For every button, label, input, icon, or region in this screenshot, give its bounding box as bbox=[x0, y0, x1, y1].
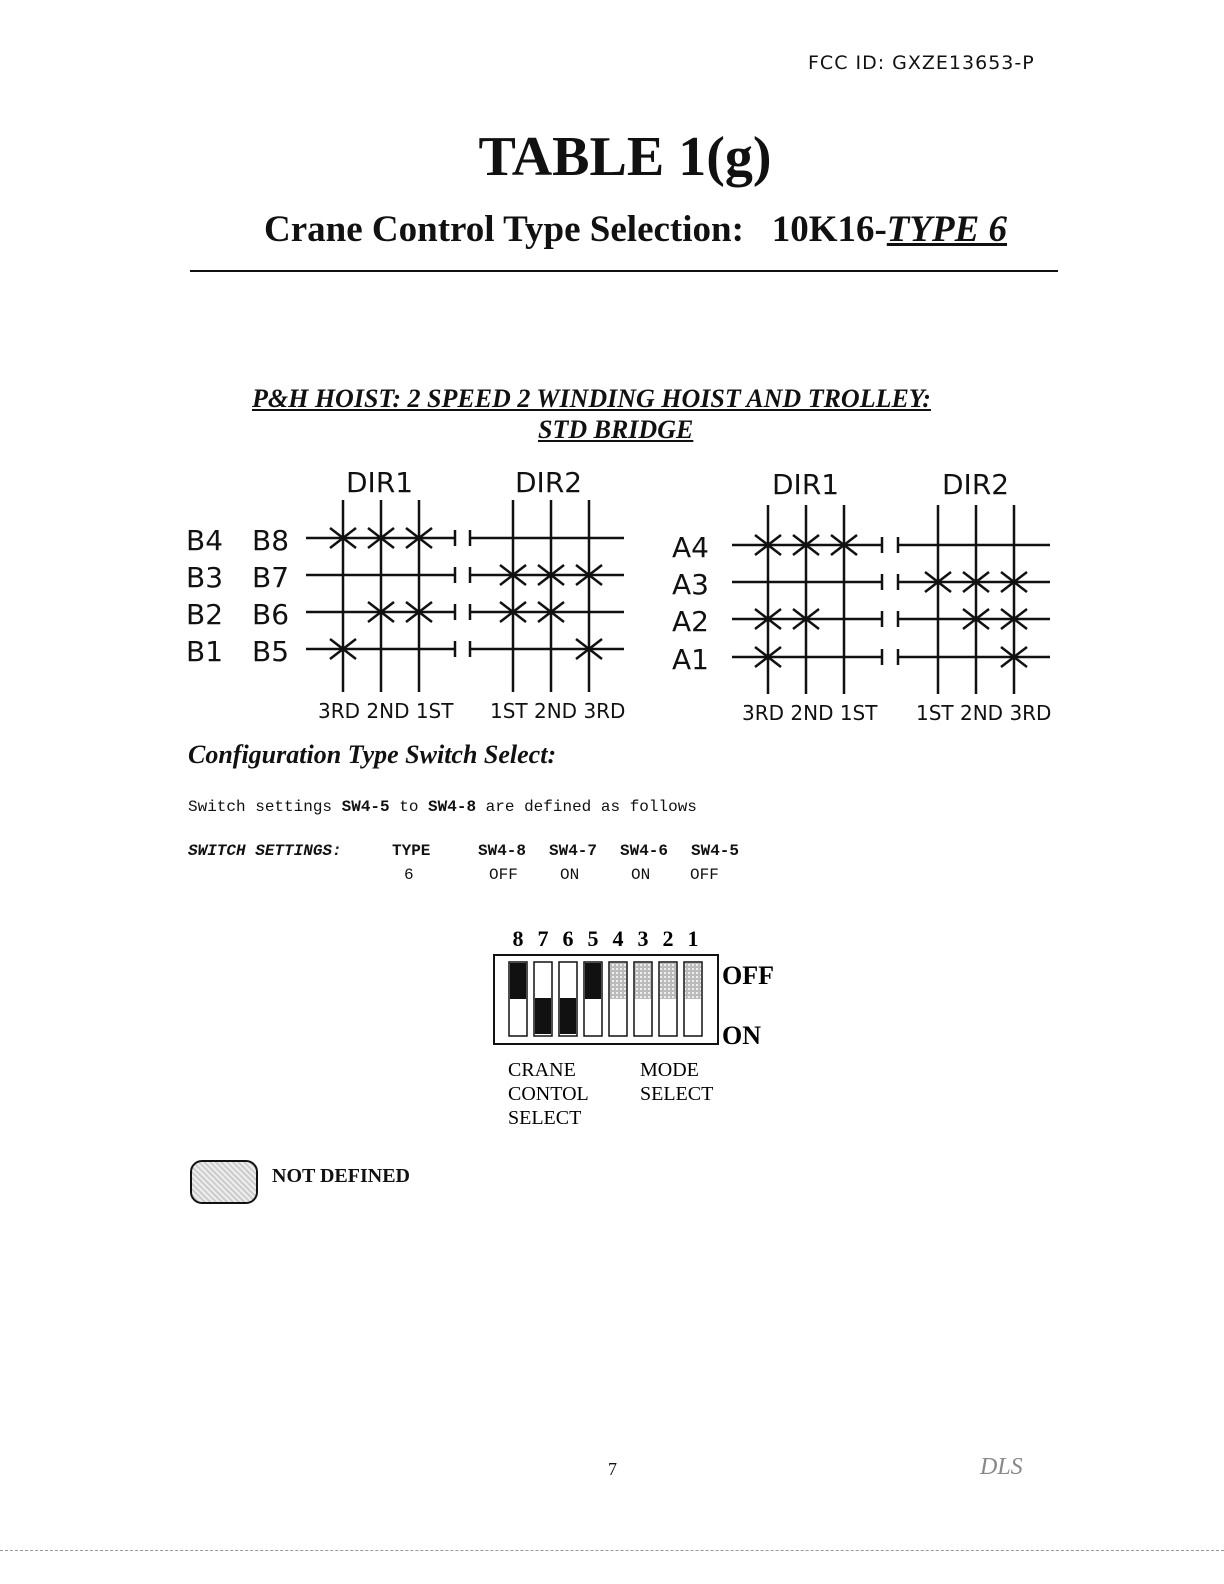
dip-number-2: 2 bbox=[662, 926, 674, 951]
stage-labels-left-dir1: 3RD 2ND 1ST bbox=[318, 699, 454, 723]
dir2-header-right: DIR2 bbox=[942, 468, 1010, 501]
section-heading-line1: P&H HOIST: 2 SPEED 2 WINDING HOIST AND TROLLEY: bbox=[252, 384, 931, 413]
crane-select-label-0: CRANE bbox=[508, 1059, 576, 1081]
row-label-a3: A3 bbox=[672, 568, 709, 601]
switch-settings-label: SWITCH SETTINGS: bbox=[188, 842, 342, 860]
type-label: TYPE bbox=[392, 842, 431, 860]
switch-line-pre: Switch settings bbox=[188, 798, 342, 816]
subtitle-prefix: Crane Control Type Selection: bbox=[264, 209, 744, 250]
dip-knob-undefined-4 bbox=[610, 963, 626, 999]
not-defined-swatch bbox=[190, 1160, 258, 1204]
mode-select-label-0: MODE bbox=[640, 1059, 699, 1081]
switch-line-mid: to bbox=[389, 798, 429, 816]
switch-header-sw4-7: SW4-7 bbox=[549, 842, 598, 860]
row-label-b4: B4 bbox=[186, 524, 224, 557]
page-number: 7 bbox=[608, 1459, 617, 1479]
crane-select-label-1: CONTOL bbox=[508, 1083, 589, 1105]
switch-to: SW4-8 bbox=[428, 798, 477, 816]
switch-header-sw4-8: SW4-8 bbox=[478, 842, 527, 860]
crane-select-label-2: SELECT bbox=[508, 1107, 582, 1129]
dip-off-label: OFF bbox=[722, 961, 774, 990]
dip-knob-undefined-2 bbox=[660, 963, 676, 999]
config-heading: Configuration Type Switch Select: bbox=[188, 740, 557, 769]
switch-from: SW4-5 bbox=[341, 798, 390, 816]
dip-knob-on-6 bbox=[560, 998, 576, 1034]
dip-knob-undefined-3 bbox=[635, 963, 651, 999]
dip-knob-off-8 bbox=[510, 963, 526, 999]
dip-number-3: 3 bbox=[637, 926, 649, 951]
switch-line-post: are defined as follows bbox=[476, 798, 697, 816]
dir1-header-left: DIR1 bbox=[346, 466, 414, 499]
footer-scan-line bbox=[0, 1550, 1224, 1551]
dir1-header-right: DIR1 bbox=[772, 468, 840, 501]
dip-number-8: 8 bbox=[512, 926, 524, 951]
subtitle-code: 10K16- bbox=[771, 209, 887, 250]
dip-on-label: ON bbox=[722, 1021, 761, 1050]
dir2-header-left: DIR2 bbox=[515, 466, 583, 499]
dip-knob-on-7 bbox=[535, 998, 551, 1034]
row-label-b5: B5 bbox=[252, 635, 290, 668]
dip-number-4: 4 bbox=[612, 926, 624, 951]
row-label-b7: B7 bbox=[252, 561, 290, 594]
row-label-a1: A1 bbox=[672, 643, 709, 676]
row-label-b3: B3 bbox=[186, 561, 224, 594]
row-label-a2: A2 bbox=[672, 605, 709, 638]
dip-switch bbox=[494, 926, 774, 1129]
dip-knob-off-5 bbox=[585, 963, 601, 999]
dip-number-1: 1 bbox=[687, 926, 699, 951]
page-title: TABLE 1(g) bbox=[478, 126, 772, 188]
type-value: 6 bbox=[404, 866, 414, 884]
section-heading-line2: STD BRIDGE bbox=[538, 415, 694, 444]
legend-text: NOT DEFINED bbox=[272, 1165, 410, 1187]
stage-labels-left-dir2: 1ST 2ND 3RD bbox=[490, 699, 626, 723]
switch-value-sw4-6: ON bbox=[631, 866, 651, 884]
row-label-a4: A4 bbox=[672, 531, 709, 564]
switch-header-sw4-6: SW4-6 bbox=[620, 842, 669, 860]
switch-settings-line bbox=[188, 798, 697, 816]
switch-value-sw4-8: OFF bbox=[489, 866, 518, 884]
subtitle-type: TYPE 6 bbox=[886, 209, 1008, 250]
switch-header-sw4-5: SW4-5 bbox=[691, 842, 740, 860]
mode-select-label-1: SELECT bbox=[640, 1083, 714, 1105]
row-label-b1: B1 bbox=[186, 635, 224, 668]
switch-value-sw4-5: OFF bbox=[690, 866, 719, 884]
row-label-b6: B6 bbox=[252, 598, 290, 631]
stage-labels-right-dir2: 1ST 2ND 3RD bbox=[916, 701, 1052, 725]
row-label-b2: B2 bbox=[186, 598, 224, 631]
dip-number-5: 5 bbox=[587, 926, 599, 951]
fcc-id: FCC ID: GXZE13653-P bbox=[808, 52, 1035, 74]
switch-value-sw4-7: ON bbox=[560, 866, 580, 884]
dip-knob-undefined-1 bbox=[685, 963, 701, 999]
dip-number-6: 6 bbox=[562, 926, 574, 951]
dip-number-7: 7 bbox=[537, 926, 549, 951]
row-label-b8: B8 bbox=[252, 524, 290, 557]
stage-labels-right-dir1: 3RD 2ND 1ST bbox=[742, 701, 878, 725]
initials-stamp: DLS bbox=[980, 1454, 1023, 1480]
